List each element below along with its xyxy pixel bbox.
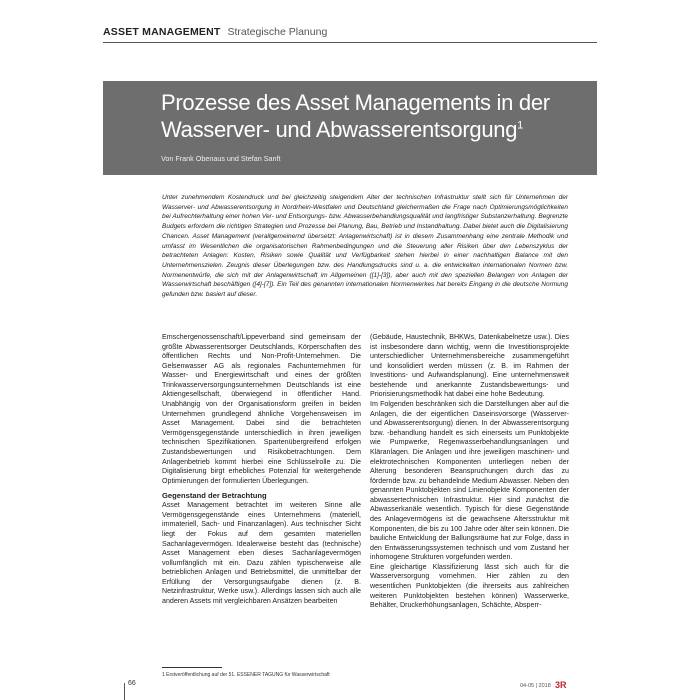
paragraph: Eine gleichartige Klassifizierung lässt sich auch für die Wasserversorgung vornehmen. Hier zählen zu den wesentlichen Punktobjekten (die ihrerseits aus zahlreichen weiteren Punktobjekten bestehen können) Wasserwerke, Behälter, Druckerhöhungsanlagen, Schächte, Absperr- [370, 562, 569, 610]
article-authors: Von Frank Obenaus und Stefan Sanft [161, 154, 281, 163]
section-heading: Gegenstand der Betrachtung [162, 491, 267, 501]
title-footnote-mark: 1 [517, 119, 523, 132]
issue-label: 04-05 | 2018 [520, 683, 551, 689]
subsection-label: Strategische Planung [227, 26, 328, 38]
article-title-text: Prozesse des Asset Managements in der Wasserver- und Abwasserentsorgung [161, 90, 550, 142]
journal-logo [555, 680, 579, 689]
footnote: 1 Erstveröffentlichung auf der 51. ESSENER TAGUNG für Wasserwirtschaft [162, 672, 330, 678]
text-column-right [370, 333, 569, 611]
paragraph: Im Folgenden beschränken sich die Darstellungen aber auf die Anlagen, die der eigentlichen Daseinsvorsorge (Wasserver- und Abwasserentsorgung) dienen. In der Abwasserentsorgung bzw. -behandlung handelt es sich einerseits um Punktobjekte wie Pumpwerke, Regenwasserbehandlungsanlagen und Kläranlagen. Die Anlagen und ihre jeweiligen maschinen- und elektrotechnischen Komponenten unterliegen neben der Alterung besonderen Beanspruchungen durch das zu fördernde bzw. zu behandelnde Medium Abwasser. Neben den genannten Punktobjekten sind Linienobjekte Komponenten der abwassertechnischen Infrastruktur. Hier sind zunächst die Abwasserkanäle wesentlich. Typisch für diese Gegenstände des Anlagevermögens ist die gewachsene Altersstruktur mit Komponenten, die bis zu 100 Jahre oder älter sein können. Die bauliche Entwicklung der Ballungsräume hat zur Folge, dass in den Entwässerungssystemen technisch und vom Zustand her inhomogene Strukturen vorgefunden werden. [370, 400, 569, 562]
paragraph: Asset Management betrachtet im weiteren Sinne alle Vermögensgegenstände eines Unternehmens (materiell, immateriell, Sach- und Finanzanlagen). Aus technischer Sicht liegt der Fokus auf dem gesamten materiellen Sachanlagevermögen. Idealerweise besteht das (technische) Asset Management eben dieses Sachanlagevermögen vollumfänglich mit ein. Dazu zählen typischerweise alle betrieblichen Anlagen und Betriebsmittel, die unmittelbar der Erfüllung der Versorgungsaufgabe dienen (z. B. Netzinfrastruktur, Werke usw.). Allerdings lassen sich auch alle anderen Assets mit vergleichbaren Ansätzen bearbeiten [162, 501, 361, 606]
footer-divider [124, 683, 125, 700]
title-banner [103, 81, 597, 175]
article-title [161, 89, 591, 143]
page-number: 66 [128, 680, 136, 687]
article-abstract: Unter zunehmendem Kostendruck und bei gleichzeitig steigendem Alter der technischen Infrastruktur stellt sich für Unternehmen der Wasserver- und Abwasserentsorgung in Nordrhein-Westfalen und Deutschland gleichermaßen die Frage nach Optimierungsmöglichkeiten bei Aufrechterhaltung einer hohen Ver- und Entsorgungs- bzw. Abwasserbehandlungsqualität und langfristiger Substanzerhaltung. Begrenzte Budgets erfordern die richtigen Strategien und Prozesse bei Planung, Bau, Betrieb und Instandhaltung. Dabei bietet auch die Digitalisierung Chancen. Asset Management (verallgemeinernd übersetzt: Anlagenwirtschaft) ist in diesem Zusammenhang eine zentrale Methodik und umfasst im Wesentlichen die organisatorischen Rahmenbedingungen und die Steuerung aller Risiken über den Lebenszyklus der betrachteten Anlagen: Kosten, Risiken sowie Qualität und Verfügbarkeit stehen hierbei in einer nachhaltigen Balance mit den Unternehmenszielen. Zeugnis dieser Überlegungen bzw. des Handlungsdrucks sind u. a. die entwickelten internationalen Normen bzw. Normenentwürfe, die sich mit der Anlagenwirtschaft im Allgemeinen ([1]-[3]), aber auch mit den speziellen Belangen von Anlagen der Wasserwirtschaft beschäftigen ([4]-[7]). Ein Teil des genannten internationalen Normenwerkes hat bereits Eingang in die deutsche Normung gefunden bzw. basiert auf dieser. [162, 194, 568, 299]
paragraph: (Gebäude, Haustechnik, BHKWs, Datenkabelnetze usw.). Dies ist insbesondere dann wichtig, wenn die Investitionsprojekte unterschiedlicher Unternehmensbereiche zusammengeführt und konsolidiert werden müssen (z. B. im Rahmen der Investitions- und Aufwandsplanung). Eine unternehmensweit bestehende und anerkannte Zustandsbewertungs- und Priorisierungsmethodik hat dabei eine hohe Bedeutung. [370, 333, 569, 399]
text-column-left [162, 333, 361, 607]
journal-logo-text: 3R [555, 680, 567, 689]
header-divider [103, 42, 597, 43]
paragraph: Emschergenossenschaft/Lippeverband sind gemeinsam der größte Abwasserentsorger Deutschlands, Körperschaften des öffentlichen Rechts und Non-Profit-Unternehmen. Die Gelsenwasser AG als regionales Fachunternehmen für Wasser- und Energiewirtschaft und eines der größten Trinkwasserversorgungsunternehmen Deutschlands ist eine Aktiengesellschaft, überwiegend in öffentlicher Hand. Unabhängig von der Organisationsform greifen in beiden Unternehmen grundlegend ähnliche Vorgehensweisen im Asset Management. Dabei sind die betrachteten Vermögensgegenstände unterschiedlich in ihren jeweiligen technischen Spezifikationen. Spartenübergreifend erfolgen Zustandsbewertungen und Risikobetrachtungen. Dem Anlagenbetrieb kommt hierbei eine Schlüsselrolle zu. Die Digitalisierung birgt erhebliches Potenzial für weitergehende Optimierungen der formulierten Überlegungen. [162, 333, 361, 485]
section-label: ASSET MANAGEMENT [103, 26, 221, 38]
running-header [103, 26, 597, 42]
footnote-divider [162, 667, 222, 668]
